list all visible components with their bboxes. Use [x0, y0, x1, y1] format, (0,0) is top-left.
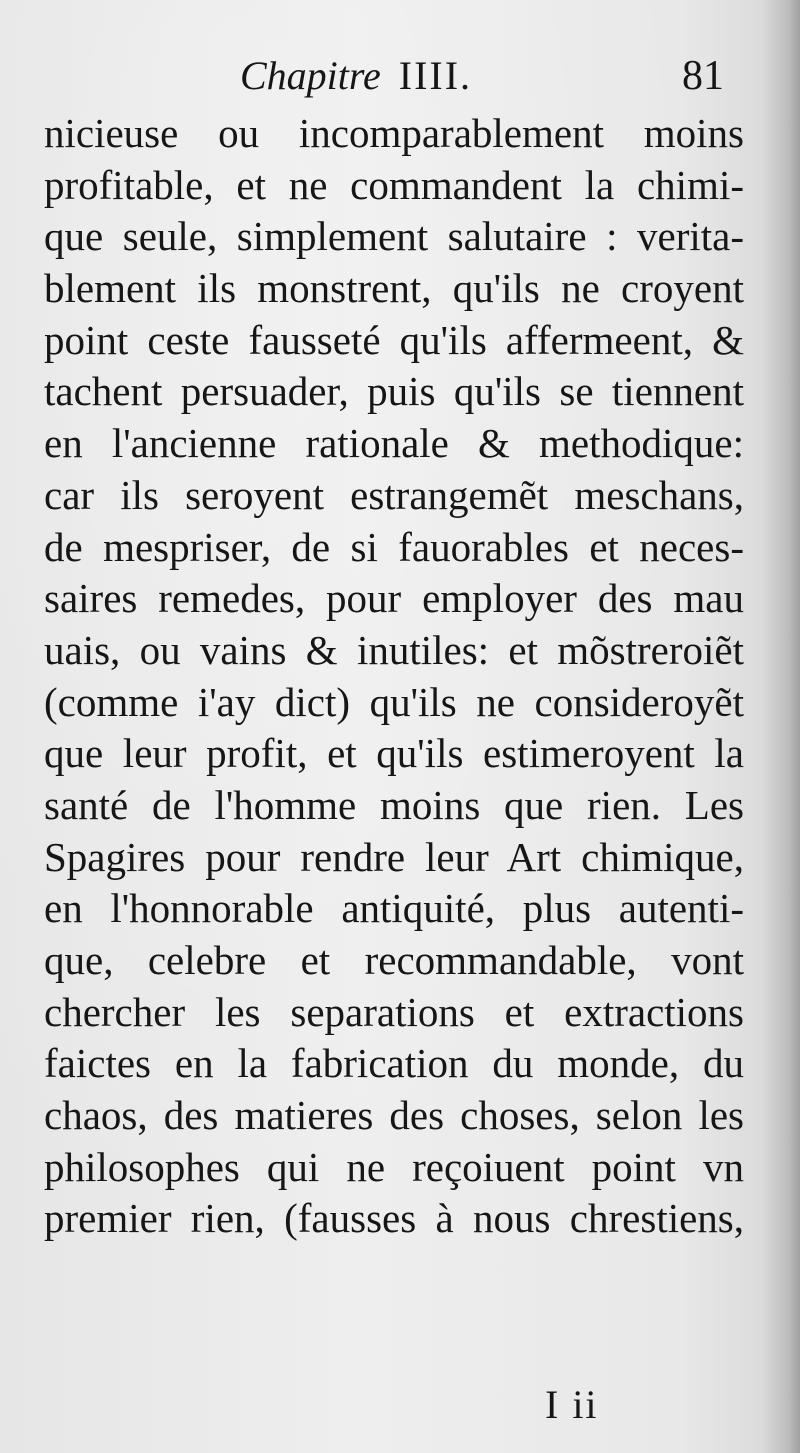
text-line: faictes en la fabrication du monde, du	[44, 1040, 744, 1087]
text-line: en l'honnorable antiquité, plus autenti-	[44, 885, 744, 932]
text-line: point ceste fausseté qu'ils affermeent, &	[44, 316, 744, 363]
text-line: philosophes qui ne reçoiuent point vn	[44, 1143, 744, 1190]
text-line: en l'ancienne rationale & methodique:	[44, 420, 744, 467]
text-line: santé de l'homme moins que rien. Les	[44, 781, 744, 828]
text-line: chercher les separations et extractions	[44, 988, 744, 1035]
text-line: car ils seroyent estrangemẽt meschans,	[44, 471, 744, 518]
text-line: (comme i'ay dict) qu'ils ne consideroyẽt	[44, 678, 744, 725]
text-line: nicieuse ou incomparablement moins	[44, 110, 744, 156]
signature-mark: I ii	[545, 1382, 599, 1427]
text-line: que seule, simplement salutaire : verita-	[44, 213, 744, 260]
text-line: blement ils monstrent, qu'ils ne croyent	[44, 265, 744, 312]
running-title-number: IIII.	[398, 53, 473, 98]
text-line: tachent persuader, puis qu'ils se tiennent	[44, 368, 744, 415]
text-line: profitable, et ne commandent la chimi-	[44, 161, 744, 208]
page-number: 81	[682, 53, 724, 99]
body-text	[44, 108, 744, 1245]
text-line: uais, ou vains & inutiles: et mõstreroiẽt	[44, 626, 744, 673]
text-line: premier rien, (fausses à nous chrestiens,	[44, 1195, 744, 1242]
text-line: chaos, des matieres des choses, selon les	[44, 1092, 744, 1139]
text-line: de mespriser, de si fauorables et neces-	[44, 523, 744, 570]
running-title-word: Chapitre	[240, 53, 381, 98]
text-line: que, celebre et recommandable, vont	[44, 937, 744, 983]
page-header	[0, 46, 800, 106]
running-title	[240, 46, 472, 106]
text-line: que leur profit, et qu'ils estimeroyent la	[44, 730, 744, 777]
gutter-shadow	[760, 0, 800, 1453]
text-line: Spagires pour rendre leur Art chimique,	[44, 833, 744, 880]
text-line: saires remedes, pour employer des mau	[44, 575, 744, 622]
